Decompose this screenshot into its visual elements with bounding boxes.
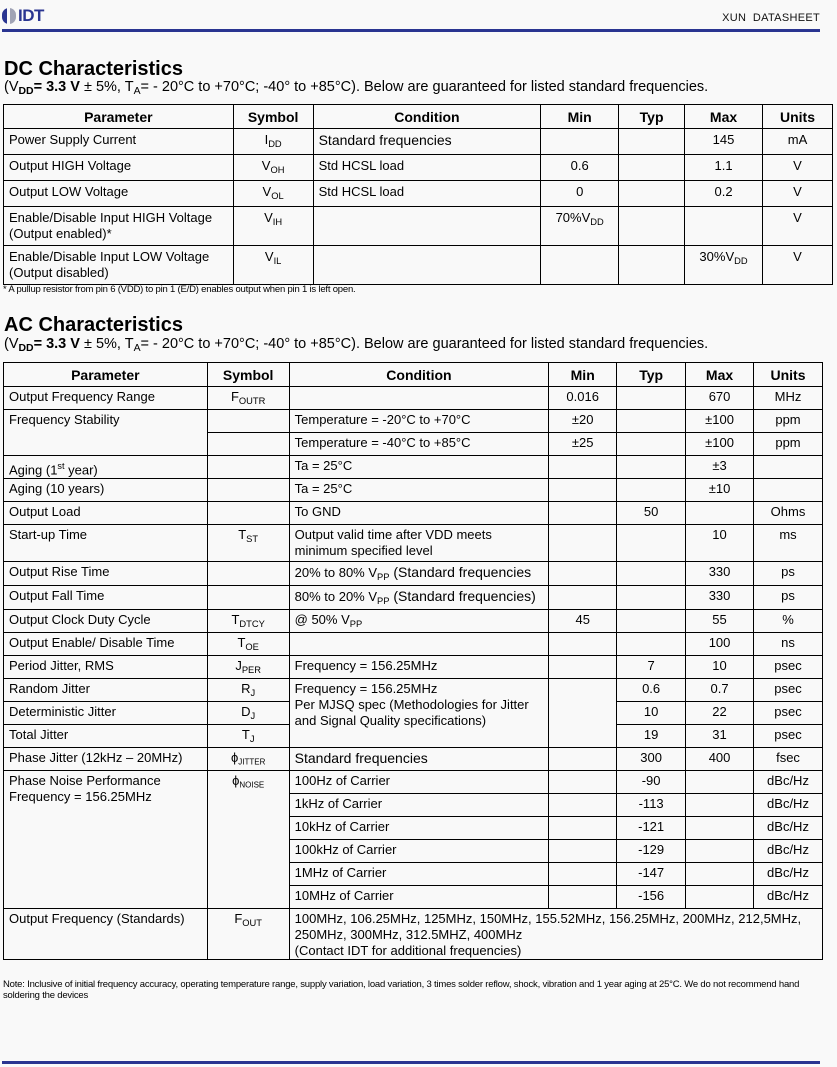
column-header: Parameter (4, 363, 208, 387)
idt-logo (2, 6, 44, 26)
logo-text: IDT (18, 6, 44, 25)
units-cell: ppm (754, 410, 823, 433)
parameter-cell: Output Frequency Range (4, 387, 208, 410)
typ-cell (617, 609, 686, 632)
symbol-cell (207, 410, 289, 433)
max-cell: 10 (686, 525, 754, 562)
max-cell (686, 840, 754, 863)
condition-cell: Ta = 25°C (289, 479, 549, 502)
max-cell (686, 863, 754, 886)
column-header: Parameter (4, 105, 234, 129)
units-cell: dBc/Hz (754, 863, 823, 886)
units-cell: Ohms (754, 502, 823, 525)
condition-cell: Std HCSL load (313, 155, 541, 181)
condition-cell: Ta = 25°C (289, 456, 549, 479)
typ-cell: -113 (617, 794, 686, 817)
column-header: Min (549, 363, 617, 387)
symbol-cell: $V_{OH}$ (233, 155, 313, 181)
units-cell: V (763, 207, 833, 246)
max-cell: 0.7 (686, 678, 754, 701)
column-header: Max (686, 363, 754, 387)
units-cell: ps (754, 562, 823, 586)
table-row (4, 479, 823, 502)
typ-cell (617, 387, 686, 410)
standard-frequencies-cell: 100MHz, 106.25MHz, 125MHz, 150MHz, 155.52MHz, 156.25MHz, 200MHz, 212,5MHz, 250MHz, 300MHz, 312.5MHZ, 400MHz (Contact IDT for additional frequencies) (289, 909, 822, 960)
condition-cell (313, 246, 541, 285)
parameter-cell: Output Enable/ Disable Time (4, 632, 208, 655)
parameter-cell: Output LOW Voltage (4, 181, 234, 207)
max-cell (686, 794, 754, 817)
max-cell: 22 (686, 701, 754, 724)
dc-section-subtitle: ($V_{DD}= 3.3$ V ± 5%, $T_A= - 20^\circ C$ to +70°C; -40° to +85°C). Below are guaranteed for listed standard frequencies. (4, 79, 709, 98)
max-cell (686, 886, 754, 909)
symbol-cell (207, 562, 289, 586)
parameter-cell: Output HIGH Voltage (4, 155, 234, 181)
table-row (4, 562, 823, 586)
dc-footnote: * A pullup resistor from pin 6 (VDD) to pin 1 (E/D) enables output when pin 1 is left open. (3, 284, 356, 295)
typ-cell: 50 (617, 502, 686, 525)
table-row (4, 387, 823, 410)
units-cell: MHz (754, 387, 823, 410)
units-cell: % (754, 609, 823, 632)
symbol-cell: $R_J$ (207, 678, 289, 701)
condition-cell: Output valid time after VDD meets minimum specified level (289, 525, 549, 562)
condition-cell: 20% to 80% $V_{PP}$ (Standard frequencies (289, 562, 549, 586)
column-header: Condition (313, 105, 541, 129)
min-cell: ±20 (549, 410, 617, 433)
symbol-cell: $D_J$ (207, 701, 289, 724)
min-cell (541, 246, 619, 285)
units-cell: psec (754, 655, 823, 678)
typ-cell: -147 (617, 863, 686, 886)
min-cell: 0 (541, 181, 619, 207)
column-header: Min (541, 105, 619, 129)
typ-cell (617, 410, 686, 433)
parameter-cell: Enable/Disable Input HIGH Voltage (Output enabled)* (4, 207, 234, 246)
units-cell: fsec (754, 747, 823, 770)
typ-cell: -90 (617, 771, 686, 794)
table-row (4, 655, 823, 678)
typ-cell (617, 433, 686, 456)
min-cell (549, 456, 617, 479)
max-cell: $30\%V_{DD}$ (685, 246, 763, 285)
parameter-cell: Aging (1st year) (4, 456, 208, 479)
parameter-cell: Deterministic Jitter (4, 701, 208, 724)
condition-cell: Frequency = 156.25MHz (289, 655, 549, 678)
condition-cell: Temperature = -40°C to +85°C (289, 433, 549, 456)
units-cell: dBc/Hz (754, 817, 823, 840)
symbol-cell: $V_{IL}$ (233, 246, 313, 285)
condition-cell: Standard frequencies (289, 747, 549, 770)
min-cell (549, 632, 617, 655)
typ-cell: 300 (617, 747, 686, 770)
parameter-cell: Output Fall Time (4, 586, 208, 610)
parameter-cell: Output Rise Time (4, 562, 208, 586)
parameter-cell: Power Supply Current (4, 129, 234, 155)
typ-cell: -156 (617, 886, 686, 909)
max-cell: 31 (686, 724, 754, 747)
max-cell (685, 207, 763, 246)
min-cell (541, 129, 619, 155)
units-cell: V (763, 246, 833, 285)
min-cell: ±25 (549, 433, 617, 456)
typ-cell (617, 456, 686, 479)
typ-cell: 0.6 (617, 678, 686, 701)
max-cell: 400 (686, 747, 754, 770)
page-header (0, 0, 837, 34)
parameter-cell: Phase Jitter (12kHz – 20MHz) (4, 747, 208, 770)
header-divider (2, 29, 820, 32)
table-row (4, 502, 823, 525)
typ-cell: 7 (617, 655, 686, 678)
max-cell: 670 (686, 387, 754, 410)
condition-cell: 10MHz of Carrier (289, 886, 549, 909)
min-cell (549, 840, 617, 863)
min-cell (549, 886, 617, 909)
symbol-cell (207, 433, 289, 456)
typ-cell (619, 207, 685, 246)
table-header-row (4, 105, 833, 129)
ac-note: Note: Inclusive of initial frequency accuracy, operating temperature range, supply variation, load variation, 3 times solder reflow, shock, vibration and 1 year aging at 25°C. We do not recommend hand soldering the devices (3, 979, 800, 1001)
units-cell (754, 479, 823, 502)
table-row (4, 586, 823, 610)
column-header: Symbol (233, 105, 313, 129)
min-cell (549, 771, 617, 794)
table-row (4, 246, 833, 285)
parameter-cell: Phase Noise Performance Frequency = 156.25MHz (4, 771, 208, 909)
parameter-cell: Output Frequency (Standards) (4, 909, 208, 960)
column-header: Units (754, 363, 823, 387)
max-cell: 0.2 (685, 181, 763, 207)
parameter-cell: Period Jitter, RMS (4, 655, 208, 678)
min-cell (549, 747, 617, 770)
table-row (4, 410, 823, 433)
units-cell: ppm (754, 433, 823, 456)
typ-cell (617, 586, 686, 610)
min-cell: $70\%V_{DD}$ (541, 207, 619, 246)
units-cell (754, 456, 823, 479)
column-header: Condition (289, 363, 549, 387)
footer-divider (2, 1061, 820, 1064)
max-cell: 145 (685, 129, 763, 155)
table-row (4, 632, 823, 655)
min-cell (549, 794, 617, 817)
max-cell: 1.1 (685, 155, 763, 181)
condition-cell: 1kHz of Carrier (289, 794, 549, 817)
dc-characteristics-table (3, 104, 833, 285)
parameter-cell: Random Jitter (4, 678, 208, 701)
units-cell: mA (763, 129, 833, 155)
condition-cell: Frequency = 156.25MHz Per MJSQ spec (Methodologies for Jitter and Signal Quality specifications) (289, 678, 549, 747)
condition-cell: 1MHz of Carrier (289, 863, 549, 886)
parameter-cell: Output Clock Duty Cycle (4, 609, 208, 632)
condition-cell: @ 50% $V_{PP}$ (289, 609, 549, 632)
ac-characteristics-table (3, 362, 823, 960)
condition-cell (289, 632, 549, 655)
table-row (4, 525, 823, 562)
condition-cell: Temperature = -20°C to +70°C (289, 410, 549, 433)
ac-section-title: AC Characteristics (4, 314, 183, 336)
parameter-cell: Total Jitter (4, 724, 208, 747)
min-cell (549, 562, 617, 586)
condition-cell: 100Hz of Carrier (289, 771, 549, 794)
symbol-cell: $\phi_{NOISE}$ (207, 771, 289, 909)
min-cell (549, 817, 617, 840)
units-cell: ps (754, 586, 823, 610)
units-cell: dBc/Hz (754, 840, 823, 863)
max-cell (686, 502, 754, 525)
typ-cell (619, 181, 685, 207)
min-cell: 0.6 (541, 155, 619, 181)
units-cell: V (763, 181, 833, 207)
max-cell: ±100 (686, 433, 754, 456)
min-cell (549, 586, 617, 610)
condition-cell: 100kHz of Carrier (289, 840, 549, 863)
min-cell (549, 525, 617, 562)
symbol-cell: $T_{ST}$ (207, 525, 289, 562)
min-cell (549, 502, 617, 525)
max-cell: ±10 (686, 479, 754, 502)
typ-cell: -121 (617, 817, 686, 840)
condition-cell (313, 207, 541, 246)
symbol-cell: $F_{OUT}$ (207, 909, 289, 960)
table-row (4, 747, 823, 770)
max-cell (686, 771, 754, 794)
symbol-cell: $I_{DD}$ (233, 129, 313, 155)
table-row (4, 181, 833, 207)
table-row (4, 909, 823, 960)
typ-cell (619, 129, 685, 155)
min-cell (549, 678, 617, 747)
symbol-cell: $V_{OL}$ (233, 181, 313, 207)
symbol-cell: $F_{OUTR}$ (207, 387, 289, 410)
table-row (4, 609, 823, 632)
typ-cell (617, 525, 686, 562)
column-header: Max (685, 105, 763, 129)
units-cell: dBc/Hz (754, 794, 823, 817)
table-header-row (4, 363, 823, 387)
max-cell: 100 (686, 632, 754, 655)
typ-cell (617, 632, 686, 655)
units-cell: V (763, 155, 833, 181)
symbol-cell (207, 502, 289, 525)
condition-cell: Std HCSL load (313, 181, 541, 207)
dc-section-title: DC Characteristics (4, 58, 183, 80)
table-row (4, 155, 833, 181)
typ-cell (619, 246, 685, 285)
symbol-cell (207, 456, 289, 479)
symbol-cell (207, 479, 289, 502)
units-cell: psec (754, 678, 823, 701)
column-header: Symbol (207, 363, 289, 387)
table-row (4, 207, 833, 246)
document-label: XUN DATASHEET (722, 12, 820, 24)
table-row (4, 771, 823, 794)
min-cell (549, 655, 617, 678)
condition-cell: 10kHz of Carrier (289, 817, 549, 840)
symbol-cell: $T_{OE}$ (207, 632, 289, 655)
units-cell: dBc/Hz (754, 771, 823, 794)
parameter-cell: Aging (10 years) (4, 479, 208, 502)
symbol-cell: $T_{DTCY}$ (207, 609, 289, 632)
column-header: Units (763, 105, 833, 129)
condition-cell: To GND (289, 502, 549, 525)
units-cell: ms (754, 525, 823, 562)
condition-cell: 80% to 20% $V_{PP}$ (Standard frequencies) (289, 586, 549, 610)
units-cell: psec (754, 701, 823, 724)
condition-cell: Standard frequencies (313, 129, 541, 155)
max-cell: 10 (686, 655, 754, 678)
min-cell (549, 863, 617, 886)
units-cell: psec (754, 724, 823, 747)
typ-cell (617, 562, 686, 586)
typ-cell: 10 (617, 701, 686, 724)
parameter-cell: Frequency Stability (4, 410, 208, 456)
table-row (4, 129, 833, 155)
min-cell: 45 (549, 609, 617, 632)
table-row (4, 456, 823, 479)
symbol-cell (207, 586, 289, 610)
ac-section-subtitle: ($V_{DD}= 3.3$ V ± 5%, $T_A= - 20^\circ C$ to +70°C; -40° to +85°C). Below are guaranteed for listed standard frequencies. (4, 336, 709, 355)
max-cell: ±100 (686, 410, 754, 433)
idt-logo-icon (2, 8, 16, 24)
symbol-cell: $J_{PER}$ (207, 655, 289, 678)
typ-cell: 19 (617, 724, 686, 747)
column-header: Typ (617, 363, 686, 387)
symbol-cell: $\phi_{JITTER}$ (207, 747, 289, 770)
max-cell: ±3 (686, 456, 754, 479)
max-cell: 330 (686, 562, 754, 586)
column-header: Typ (619, 105, 685, 129)
min-cell (549, 479, 617, 502)
max-cell: 55 (686, 609, 754, 632)
min-cell: 0.016 (549, 387, 617, 410)
typ-cell (619, 155, 685, 181)
symbol-cell: $T_J$ (207, 724, 289, 747)
parameter-cell: Enable/Disable Input LOW Voltage (Output disabled) (4, 246, 234, 285)
units-cell: dBc/Hz (754, 886, 823, 909)
typ-cell (617, 479, 686, 502)
max-cell (686, 817, 754, 840)
parameter-cell: Start-up Time (4, 525, 208, 562)
condition-cell (289, 387, 549, 410)
symbol-cell: $V_{IH}$ (233, 207, 313, 246)
table-row (4, 678, 823, 701)
units-cell: ns (754, 632, 823, 655)
parameter-cell: Output Load (4, 502, 208, 525)
typ-cell: -129 (617, 840, 686, 863)
max-cell: 330 (686, 586, 754, 610)
